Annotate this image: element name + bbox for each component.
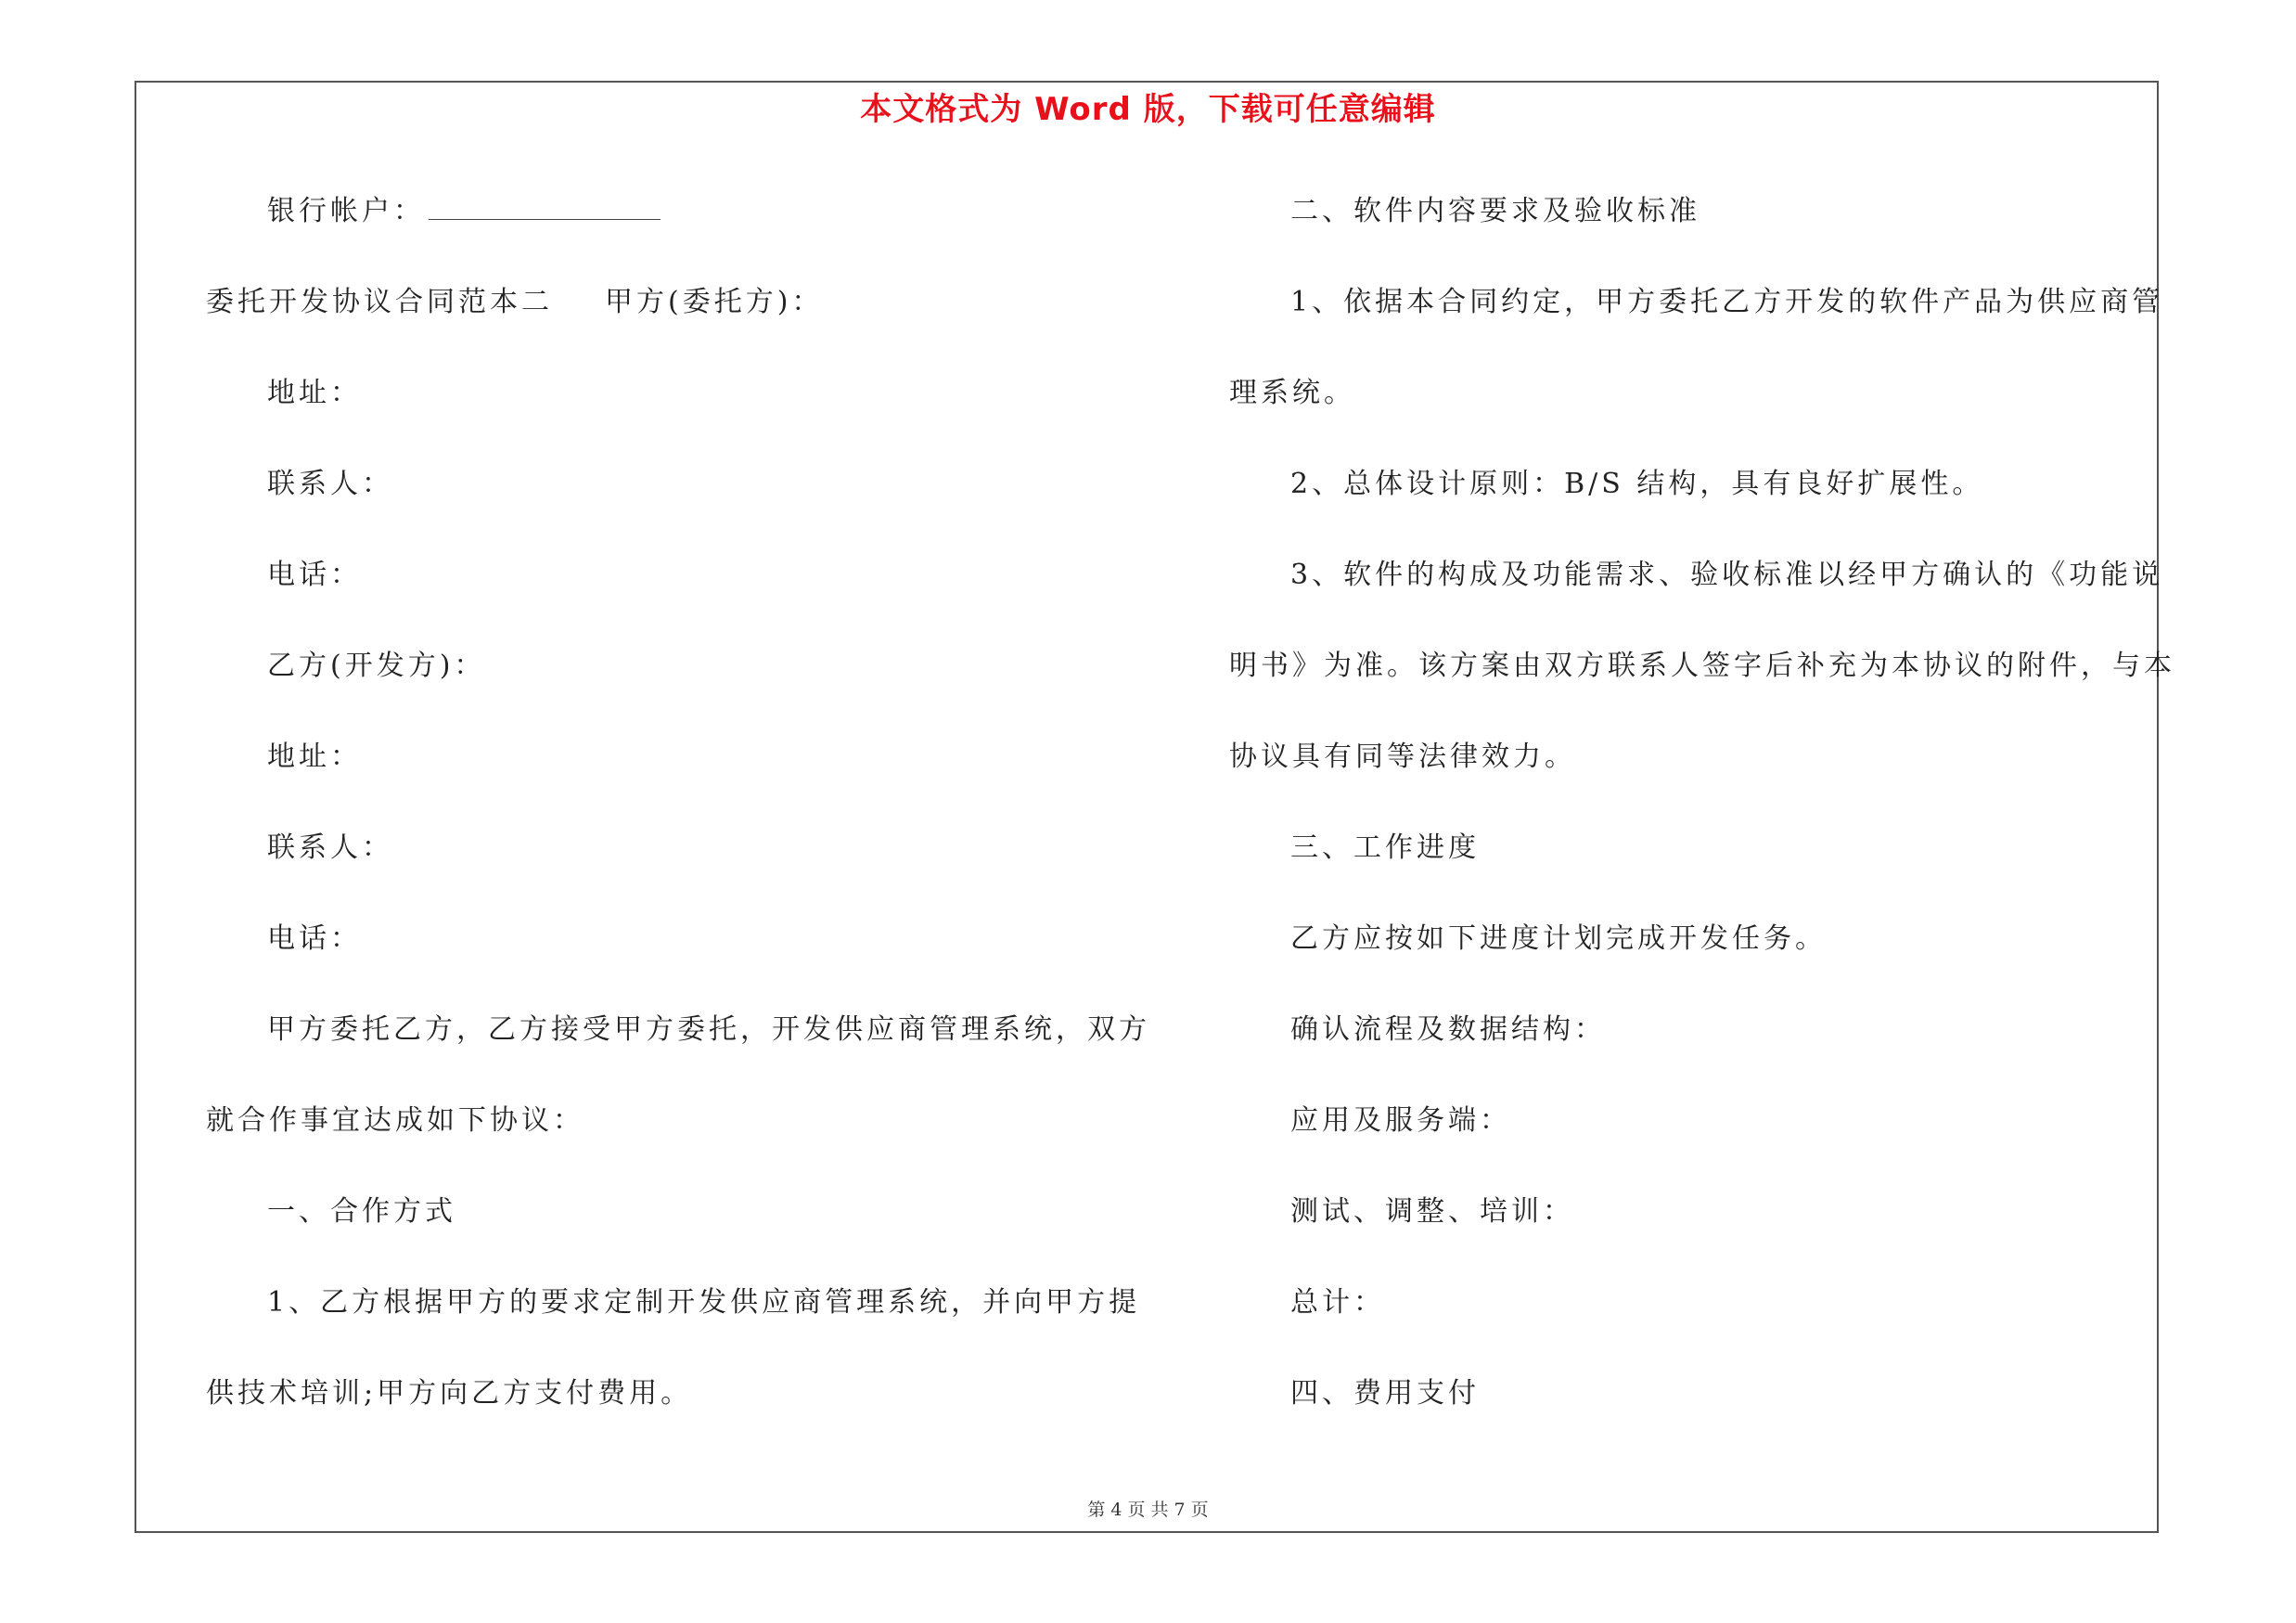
right-column: [1229, 184, 2175, 1457]
section2-item2: 2、总体设计原则：B/S 结构，具有良好扩展性。: [1290, 468, 1984, 500]
section2-item1-line2: 理系统。: [1229, 377, 1355, 409]
party-a-label: 甲方(委托方)：: [605, 286, 824, 318]
bank-account-blank: [429, 197, 661, 220]
section3-item1: 确认流程及数据结构：: [1290, 1013, 1606, 1046]
section1-item1-line1: 1、乙方根据甲方的要求定制开发供应商管理系统，并向甲方提: [267, 1286, 1141, 1319]
party-a-phone: 电话：: [267, 559, 362, 591]
section3-intro: 乙方应按如下进度计划完成开发任务。: [1290, 922, 1827, 955]
section4-heading: 四、费用支付: [1290, 1377, 1480, 1410]
left-column: [206, 184, 1150, 1457]
party-a-address: 地址：: [267, 377, 362, 409]
party-b-contact: 联系人：: [267, 831, 393, 864]
section2-item3-line1: 3、软件的构成及功能需求、验收标准以经甲方确认的《功能说: [1290, 559, 2164, 591]
party-b-address: 地址：: [267, 741, 362, 773]
section1-item1-line2: 供技术培训;甲方向乙方支付费用。: [206, 1377, 693, 1410]
title-line: [206, 275, 1134, 366]
section3-item4: 总计：: [1290, 1286, 1385, 1319]
doc-title: 委托开发协议合同范本二: [206, 286, 553, 318]
section2-item1-line1: 1、依据本合同约定，甲方委托乙方开发的软件产品为供应商管: [1290, 286, 2164, 318]
intro-paragraph-line2: 就合作事宜达成如下协议：: [206, 1104, 584, 1137]
section3-item3: 测试、调整、培训：: [1290, 1195, 1574, 1228]
section2-item3-line3: 协议具有同等法律效力。: [1229, 741, 1576, 773]
section3-heading: 三、工作进度: [1290, 831, 1480, 864]
section3-item2: 应用及服务端：: [1290, 1104, 1511, 1137]
party-a-contact: 联系人：: [267, 468, 393, 500]
section2-item3-line2: 明书》为准。该方案由双方联系人签字后补充为本协议的附件，与本: [1229, 650, 2175, 682]
party-b-label: 乙方(开发方)：: [267, 650, 486, 682]
party-b-phone: 电话：: [267, 922, 362, 955]
bank-account-line: [206, 184, 1134, 275]
intro-paragraph-line1: 甲方委托乙方，乙方接受甲方委托，开发供应商管理系统，双方: [267, 1013, 1150, 1046]
header-banner: 本文格式为 Word 版，下载可任意编辑: [860, 91, 1436, 128]
page-indicator: 第 4 页 共 7 页: [1087, 1500, 1209, 1520]
section2-heading: 二、软件内容要求及验收标准: [1290, 195, 1700, 227]
bank-account-label: 银行帐户：: [267, 195, 425, 227]
section1-heading: 一、合作方式: [267, 1195, 456, 1228]
